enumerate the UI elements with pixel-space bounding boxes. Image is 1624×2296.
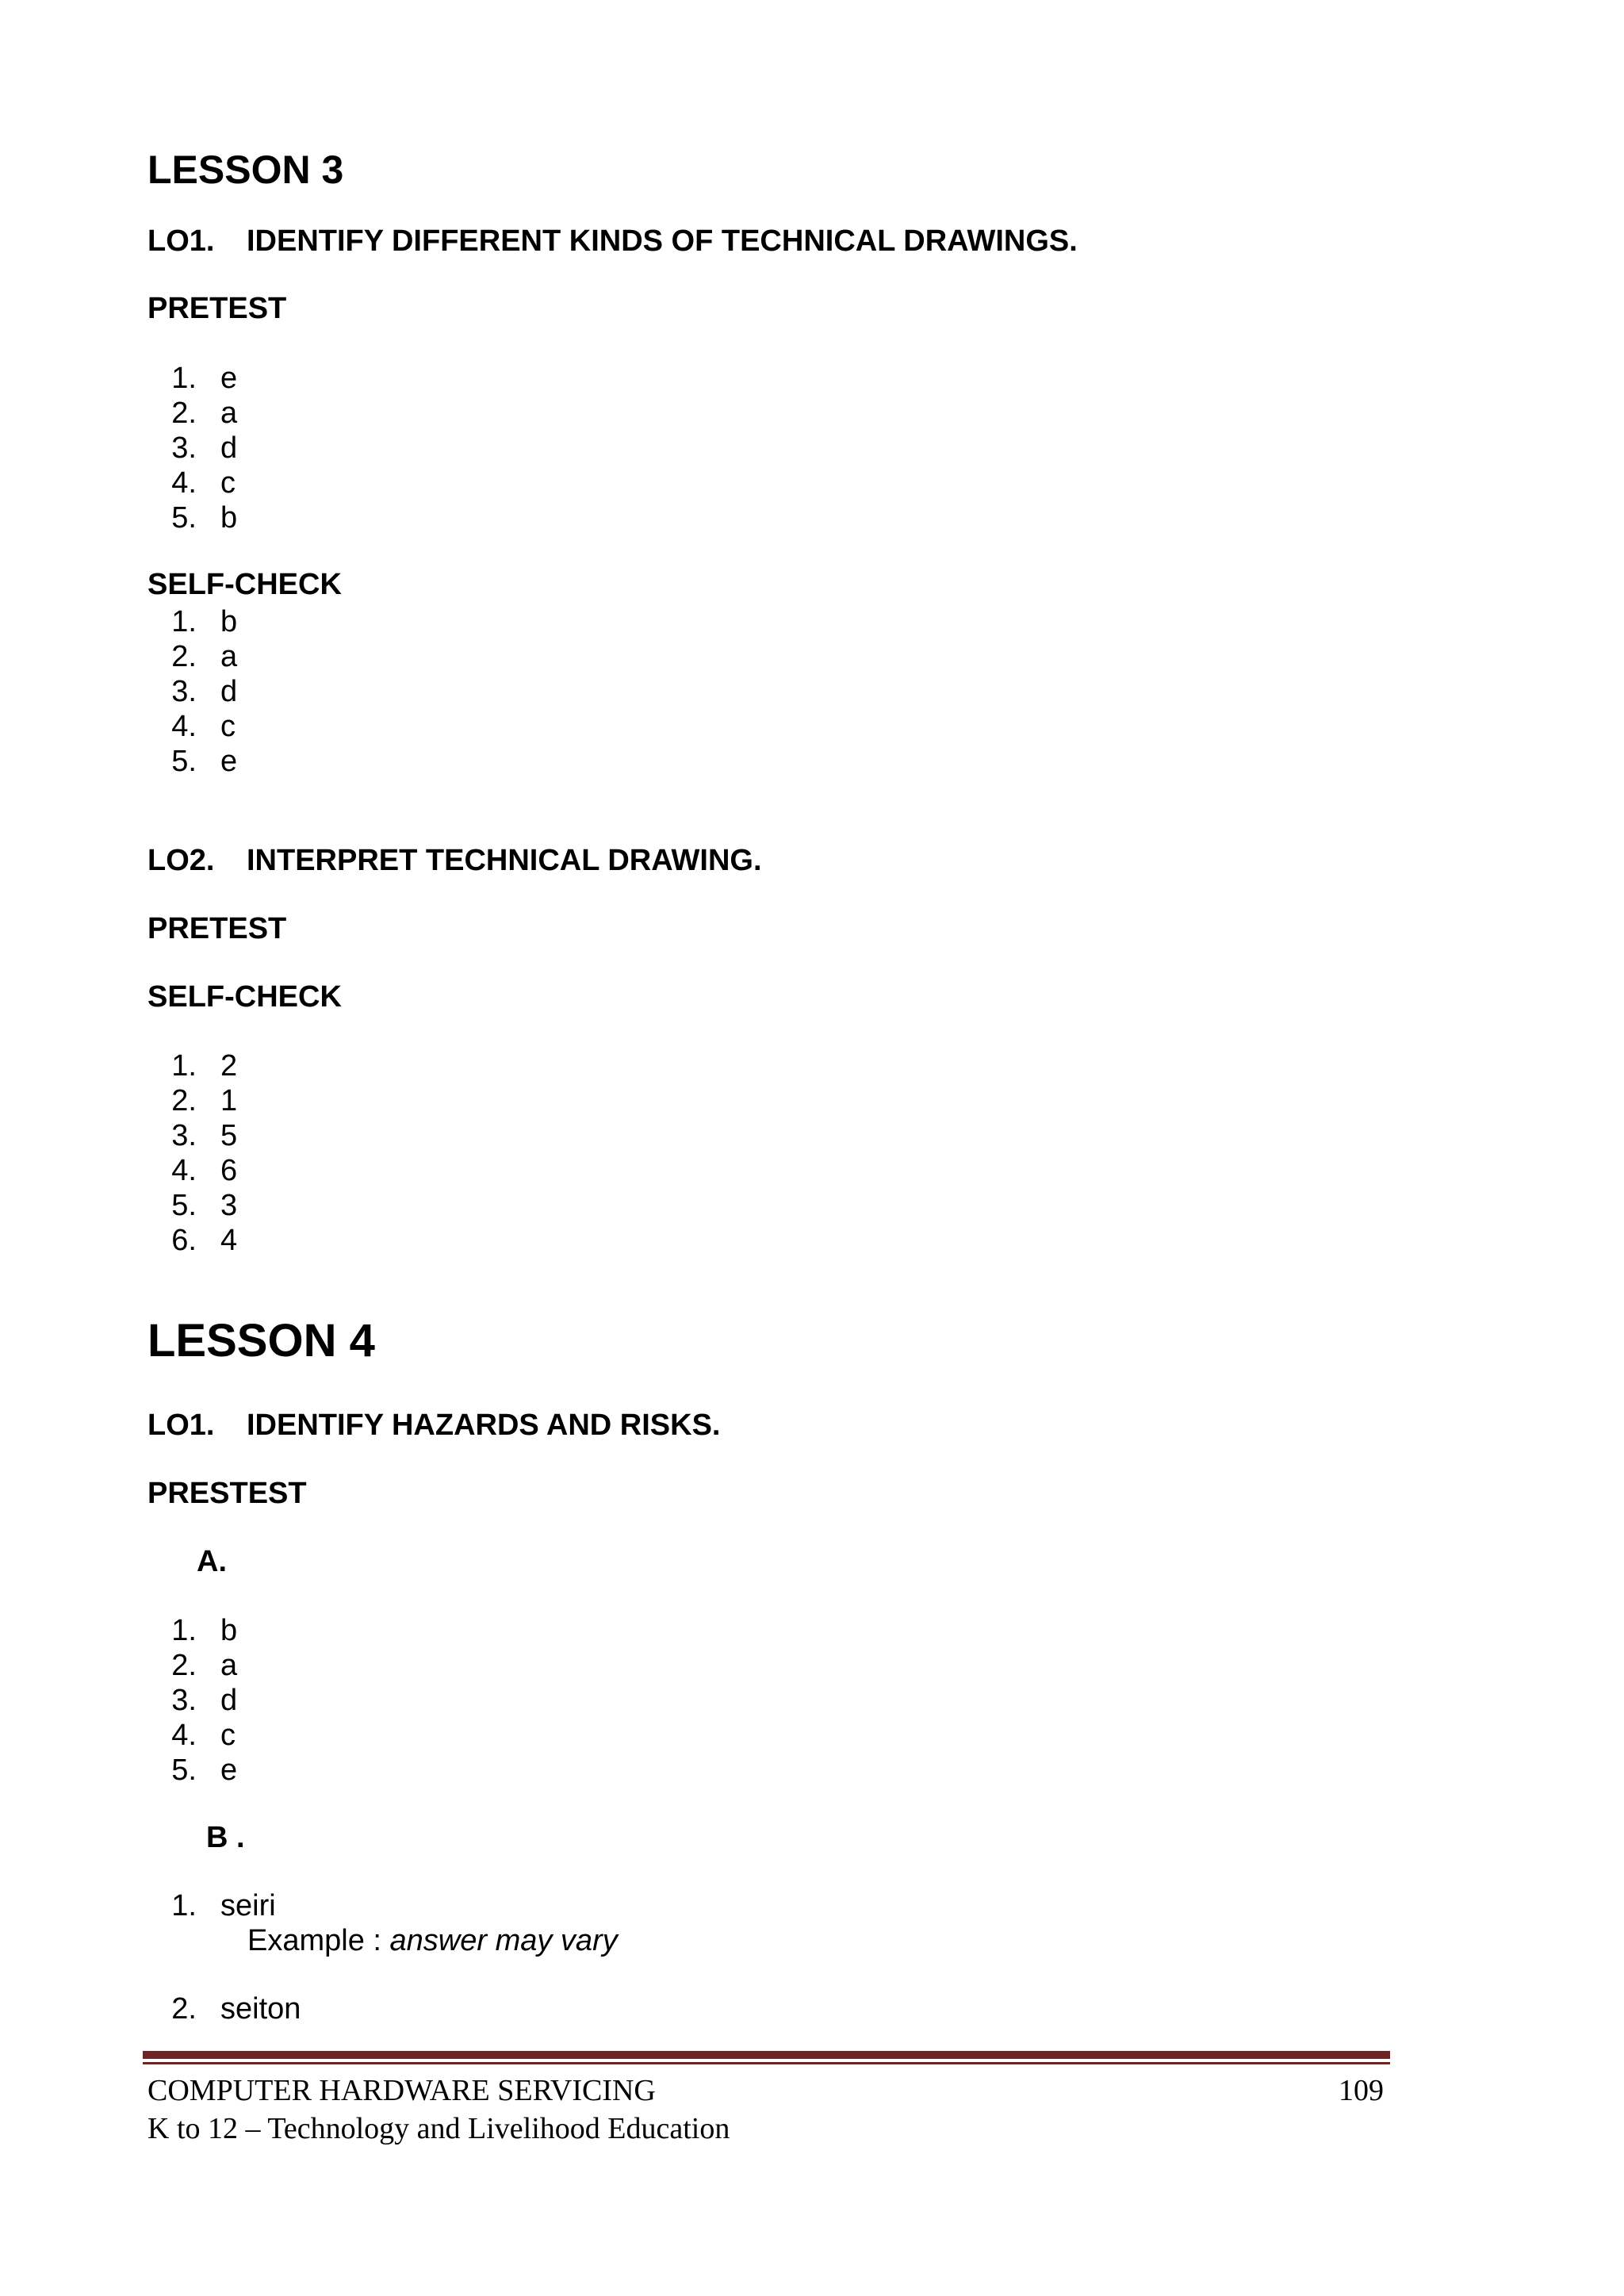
item-number: 1. — [171, 1889, 197, 1922]
lesson-3-lo1-selfcheck-label: SELF-CHECK — [147, 568, 342, 601]
list-item — [147, 709, 237, 744]
item-answer: a — [220, 1649, 238, 1682]
item-number: 2. — [171, 640, 197, 673]
list-item — [147, 466, 237, 500]
part-b-item-2 — [147, 1992, 301, 2026]
list-item — [147, 1083, 237, 1118]
lesson-3-lo1-selfcheck-list — [147, 604, 237, 779]
item-number: 5. — [171, 745, 197, 778]
list-item — [147, 1683, 237, 1718]
item-number: 3. — [171, 1684, 197, 1717]
list-item — [147, 674, 237, 709]
item-number: 4. — [171, 710, 197, 743]
footer-subtitle: K to 12 – Technology and Livelihood Education — [147, 2112, 730, 2145]
list-item — [147, 1153, 237, 1188]
item-answer: c — [220, 1719, 236, 1752]
part-a-label: A. — [197, 1545, 227, 1578]
item-answer: b — [220, 605, 238, 638]
lesson-3-lo2-selfcheck-list — [147, 1048, 237, 1258]
footer-rule-thin — [143, 2062, 1390, 2064]
lesson-4-lo1-part-a-list — [147, 1613, 237, 1788]
item-answer: seiton — [220, 1992, 301, 2026]
page-number: 109 — [1339, 2074, 1384, 2107]
list-item — [147, 1188, 237, 1223]
item-answer: b — [220, 1614, 238, 1647]
lo-code: LO2. — [147, 844, 215, 877]
item-answer: a — [220, 640, 238, 673]
lesson-4-lo1-pretest-label: PRESTEST — [147, 1477, 307, 1510]
example-text: answer may vary — [389, 1924, 618, 1957]
item-number: 3. — [171, 675, 197, 708]
item-answer: e — [220, 362, 238, 395]
item-number: 5. — [171, 1189, 197, 1222]
lo-title: IDENTIFY DIFFERENT KINDS OF TECHNICAL DRAWINGS. — [247, 224, 1078, 258]
item-answer: e — [220, 1754, 238, 1787]
list-item — [147, 1223, 237, 1258]
item-number: 2. — [171, 397, 197, 430]
item-answer: d — [220, 431, 238, 465]
item-answer: d — [220, 1684, 238, 1717]
item-number: 2. — [171, 1649, 197, 1682]
item-number: 1. — [171, 605, 197, 638]
lo-title: INTERPRET TECHNICAL DRAWING. — [247, 844, 762, 877]
list-item — [147, 1648, 237, 1683]
lesson-3-lo1-pretest-label: PRETEST — [147, 292, 287, 325]
list-item — [147, 639, 237, 674]
item-number: 3. — [171, 1119, 197, 1152]
part-b-item-1 — [147, 1889, 276, 1923]
item-answer: 4 — [220, 1224, 238, 1257]
item-answer: a — [220, 397, 238, 430]
item-number: 5. — [171, 1754, 197, 1787]
item-number: 5. — [171, 501, 197, 535]
example-line — [247, 1924, 618, 1958]
list-item — [147, 1118, 237, 1153]
item-answer: 3 — [220, 1189, 238, 1222]
item-number: 3. — [171, 431, 197, 465]
item-number: 6. — [171, 1224, 197, 1257]
item-number: 1. — [171, 362, 197, 395]
item-answer: seiri — [220, 1889, 276, 1922]
lesson-3-lo1-heading — [147, 224, 1078, 259]
footer-rule-thick — [143, 2051, 1390, 2059]
list-item — [147, 431, 237, 466]
item-answer: b — [220, 501, 238, 535]
example-label: Example : — [247, 1924, 390, 1957]
item-answer: c — [220, 710, 236, 743]
item-answer: 5 — [220, 1119, 238, 1152]
item-answer: d — [220, 675, 238, 708]
item-answer: 1 — [220, 1084, 238, 1117]
lesson-4-lo1-heading — [147, 1409, 720, 1443]
footer-title: COMPUTER HARDWARE SERVICING — [147, 2074, 656, 2107]
list-item — [147, 396, 237, 431]
list-item — [147, 361, 237, 396]
list-item — [147, 500, 237, 535]
item-number: 4. — [171, 1154, 197, 1187]
item-number: 1. — [171, 1614, 197, 1647]
list-item — [147, 1613, 237, 1648]
lesson-3-lo1-pretest-list — [147, 361, 237, 535]
lesson-3-lo2-heading — [147, 844, 762, 878]
list-item — [147, 1048, 237, 1083]
item-answer: e — [220, 745, 238, 778]
lo-title: IDENTIFY HAZARDS AND RISKS. — [247, 1409, 721, 1442]
lesson-3-lo2-selfcheck-label: SELF-CHECK — [147, 980, 342, 1014]
list-item — [147, 1753, 237, 1788]
item-answer: 2 — [220, 1049, 238, 1083]
lesson-3-lo2-pretest-label: PRETEST — [147, 912, 287, 945]
item-number: 1. — [171, 1049, 197, 1083]
lo-code: LO1. — [147, 224, 215, 258]
lo-code: LO1. — [147, 1409, 215, 1442]
item-number: 2. — [171, 1992, 197, 2026]
item-number: 2. — [171, 1084, 197, 1117]
list-item — [147, 1718, 237, 1753]
part-b-label: B . — [206, 1821, 245, 1854]
item-number: 4. — [171, 1719, 197, 1752]
item-number: 4. — [171, 466, 197, 500]
list-item — [147, 744, 237, 779]
list-item — [147, 604, 237, 639]
lesson-4-title: LESSON 4 — [147, 1315, 375, 1366]
item-answer: c — [220, 466, 236, 500]
item-answer: 6 — [220, 1154, 238, 1187]
lesson-3-title: LESSON 3 — [147, 148, 344, 192]
